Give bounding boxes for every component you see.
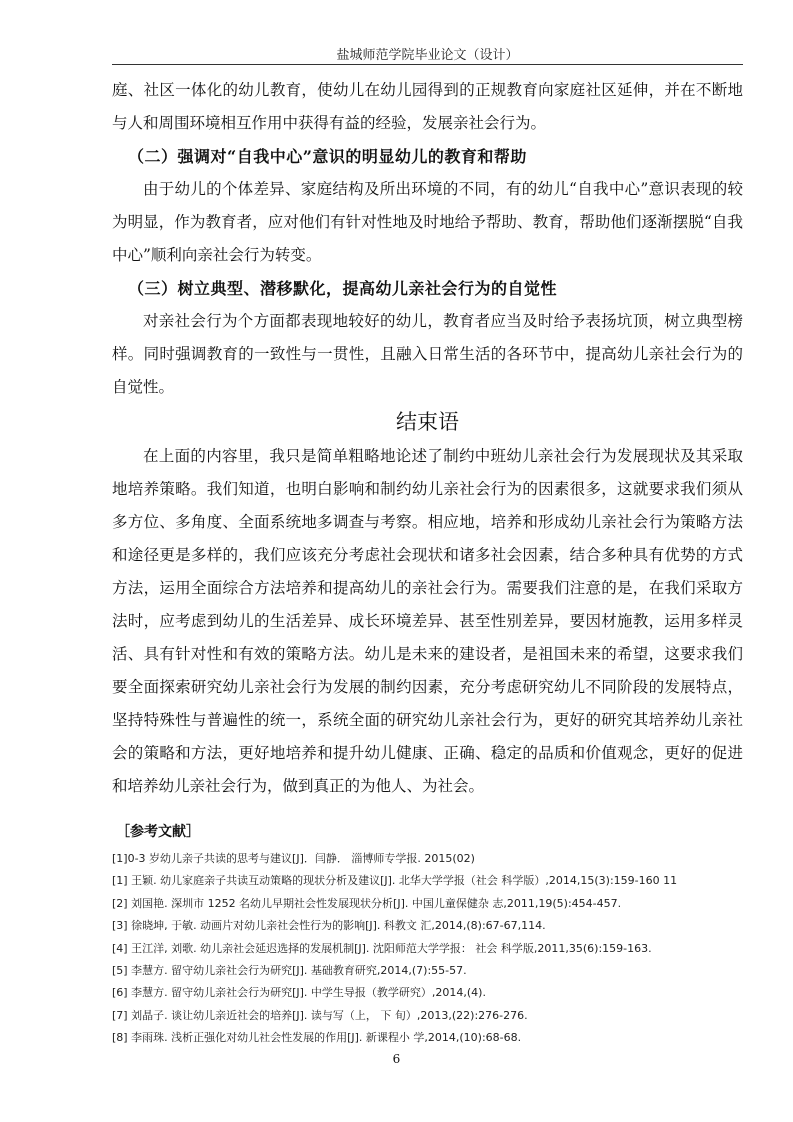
reference-item: [4] 王江洋, 刘歌. 幼儿亲社会延迟选择的发展机制[J]. 沈阳师范大学学报： 社会 科学版,2011,35(6):159-163. — [112, 941, 652, 955]
reference-item: [6] 李慧方. 留守幼儿亲社会行为研究[J]. 中学生导报（教学研究）,2014,(4). — [112, 986, 486, 1000]
reference-item: [2] 刘国艳. 深圳市 1252 名幼儿早期社会性发展现状分析[J]. 中国儿童保健杂 志,2011,19(5):454-457. — [112, 896, 622, 910]
references-heading: ［参考文献］ — [116, 824, 200, 840]
intro-paragraph: 庭、社区一体化的幼儿教育，使幼儿在幼儿园得到的正规教育向家庭社区延伸，并在不断地与人和周围环境相互作用中获得有益的经验，发展亲社会行为。 — [112, 81, 743, 132]
section-2-heading: （二）强调对“自我中心”意识的明显幼儿的教育和帮助 — [128, 147, 527, 166]
reference-item: [8] 李雨珠. 浅析正强化对幼儿社会性发展的作用[J]. 新课程小 学,2014,(10):68-68. — [112, 1031, 522, 1045]
header-rule — [112, 64, 743, 65]
conclusion-title: 结束语 — [396, 410, 459, 434]
references — [112, 820, 743, 1050]
section-2-paragraph: 由于幼儿的个体差异、家庭结构及所出环境的不同，有的幼儿“自我中心”意识表现的较为明显，作为教育者，应对他们有针对性地及时地给予帮助、教育，帮助他们逐渐摆脱“自我中心”顺利向亲社会行为转变。 — [112, 180, 743, 264]
section-3-heading: （三）树立典型、潜移默化，提高幼儿亲社会行为的自觉性 — [128, 279, 558, 298]
reference-item: [5] 李慧方. 留守幼儿亲社会行为研究[J]. 基础教育研究,2014,(7):55-57. — [112, 964, 467, 978]
page-number: 6 — [392, 1052, 401, 1066]
section-3-paragraph: 对亲社会行为个方面都表现地较好的幼儿，教育者应当及时给予表扬坑顶，树立典型榜样。同时强调教育的一致性与一贯性，且融入日常生活的各环节中，提高幼儿亲社会行为的自觉性。 — [112, 312, 743, 396]
running-header: 盐城师范学院毕业论文（设计） — [336, 48, 519, 63]
reference-item: [3] 徐晓坤, 于敏. 动画片对幼儿亲社会性行为的影响[J]. 科教文 汇,2014,(8):67-67,114. — [112, 919, 546, 933]
reference-item: [7] 刘晶子. 谈让幼儿亲近社会的培养[J]. 读与写（上， 下 旬）,2013,(22):276-276. — [112, 1008, 528, 1022]
main-content — [112, 74, 743, 803]
reference-item: [1]0-3 岁幼儿亲子共读的思考与建议[J]．闫静． 淄博师专学报. 2015(02) — [112, 852, 475, 865]
reference-item: [1] 王颖. 幼儿家庭亲子共读互动策略的现状分析及建议[J]. 北华大学学报（社会 科学版）,2014,15(3):159-160 11 — [112, 874, 678, 888]
conclusion-paragraph: 在上面的内容里，我只是简单粗略地论述了制约中班幼儿亲社会行为发展现状及其采取地培养策略。我们知道，也明白影响和制约幼儿亲社会行为的因素很多，这就要求我们须从多方位、多角度、全面系统地多调查与考察。相应地，培养和形成幼儿亲社会行为策略方法和途径更是多样的，我们应该充分考虑社会现状和诸多社会因素，结合多种具有优势的方式方法，运用全面综合方法培养和提高幼儿的亲社会行为。需要我们注意的是，在我们采取方法时，应考虑到幼儿的生活差异、成长环境差异、甚至性别差异，要因材施教，运用多样灵活、具有针对性和有效的策略方法。幼儿是未来的建设者，是祖国未来的希望，这要求我们要全面探索研究幼儿亲社会行为发展的制约因素，充分考虑研究幼儿不同阶段的发展特点，坚持特殊性与普遍性的统一，系统全面的研究幼儿亲社会行为，更好的研究其培养幼儿亲社会的策略和方法，更好地培养和提升幼儿健康、正确、稳定的品质和价值观念，更好的促进和培养幼儿亲社会行为，做到真正的为他人、为社会。 — [112, 447, 743, 795]
